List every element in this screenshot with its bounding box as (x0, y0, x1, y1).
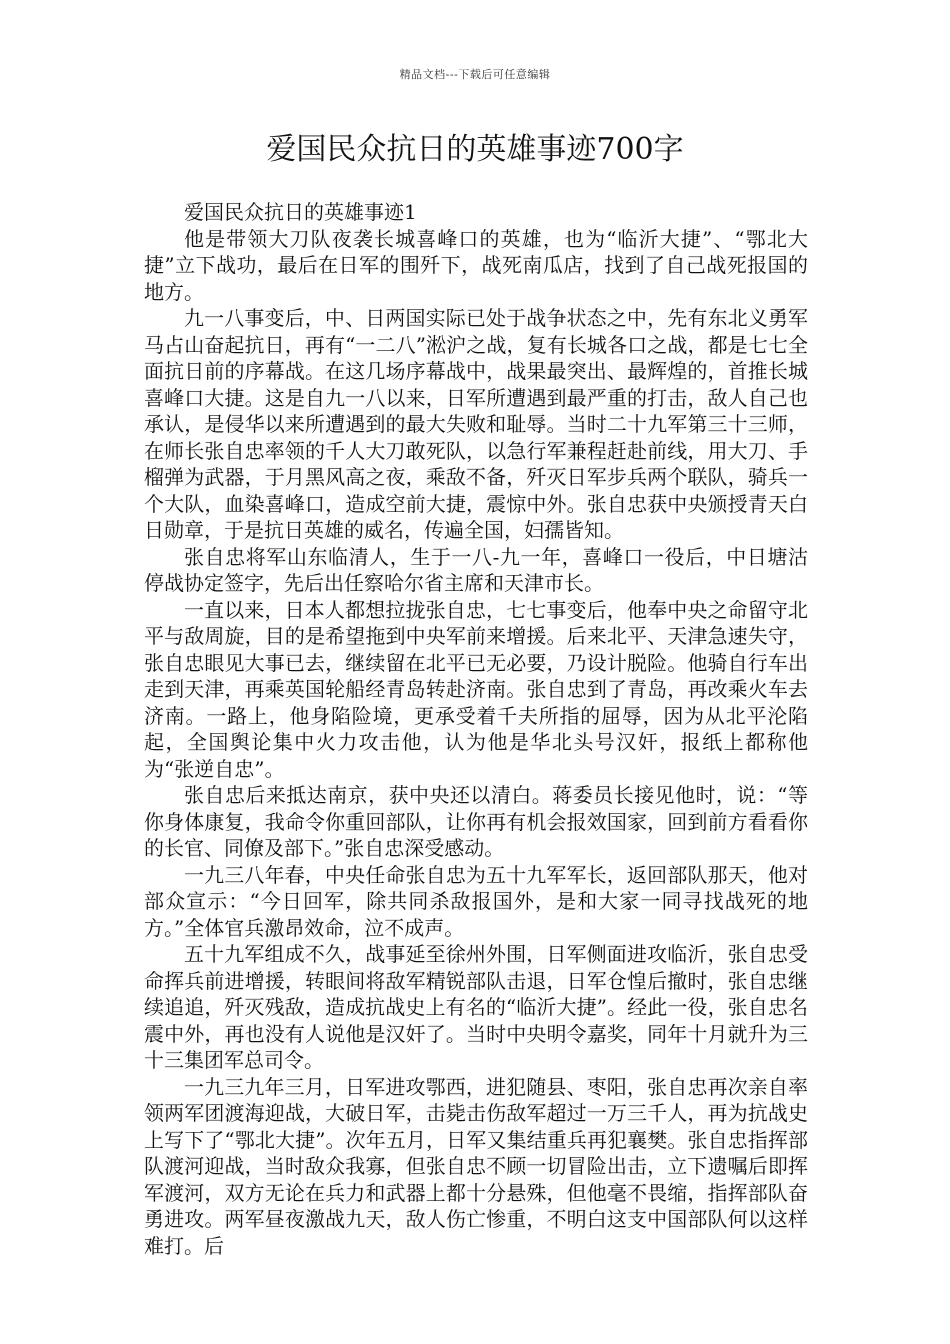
body-paragraph: 一九三八年春，中央任命张自忠为五十九军军长，返回部队那天，他对部众宣示：“今日回军，除共同杀敌报国外，是和大家一同寻找战死的地方。”全体官兵激昂效命，泣不成声。 (144, 862, 808, 940)
body-paragraph: 一九三九年三月，日军进攻鄂西，进犯随县、枣阳，张自忠再次亲自率领两军团渡海迎战，大破日军，击毙击伤敌军超过一万三千人，再为抗战史上写下了“鄂北大捷”。次年五月，日军又集结重兵再犯襄樊。张自忠指挥部队渡河迎战，当时敌众我寡，但张自忠不顾一切冒险出击，立下遗嘱后即挥军渡河，双方无论在兵力和武器上都十分悬殊，但他毫不畏缩，指挥部队奋勇进攻。两军昼夜激战九天，敌人伤亡惨重，不明白这支中国部队何以这样难打。后 (144, 1074, 808, 1258)
section-heading: 爱国民众抗日的英雄事迹1 (184, 200, 417, 224)
body-paragraph: 张自忠后来抵达南京，获中央还以清白。蒋委员长接见他时，说：“等你身体康复，我命令你重回部队，让你再有机会报效国家，回到前方看看你的长官、同僚及部下。”张自忠深受感动。 (144, 783, 808, 860)
body-paragraph: 他是带领大刀队夜袭长城喜峰口的英雄，也为“临沂大捷”、“鄂北大捷”立下战功，最后在日军的围歼下，战死南瓜店，找到了自己战死报国的地方。 (144, 226, 808, 304)
document-title: 爱国民众抗日的英雄事迹700字 (266, 132, 684, 167)
page-header: 精品文档---下载后可任意编辑 (399, 68, 551, 81)
body-paragraph: 九一八事变后，中、日两国实际已处于战争状态之中，先有东北义勇军马占山奋起抗日，再有“一二八”淞沪之战，复有长城各口之战，都是七七全面抗日前的序幕战。在这几场序幕战中，战果最突出、最辉煌的，首推长城喜峰口大捷。这是自九一八以来，日军所遭遇到最严重的打击，敌人自己也承认，是侵华以来所遭遇到的最大失败和耻辱。当时二十九军第三十三师，在师长张自忠率领的千人大刀敢死队，以急行军兼程赶赴前线，用大刀、手榴弹为武器，于月黑风高之夜，乘敌不备，歼灭日军步兵两个联队，骑兵一个大队，血染喜峰口，造成空前大捷，震惊中外。张自忠获中央颁授青天白日勋章，于是抗日英雄的威名，传遍全国，妇孺皆知。 (144, 306, 808, 542)
document-body (144, 199, 808, 1259)
body-paragraph: 五十九军组成不久，战事延至徐州外围，日军侧面进攻临沂，张自忠受命挥兵前进增援，转眼间将敌军精锐部队击退，日军仓惶后撤时，张自忠继续追追，歼灭残敌，造成抗战史上有名的“临沂大捷”。经此一役，张自忠名震中外，再也没有人说他是汉奸了。当时中央明令嘉奖，同年十月就升为三十三集团军总司令。 (144, 942, 808, 1072)
body-paragraph: 张自忠将军山东临清人，生于一八-九一年，喜峰口一役后，中日塘沽停战协定签字，先后出任察哈尔省主席和天津市长。 (144, 544, 808, 595)
body-paragraph: 一直以来，日本人都想拉拢张自忠，七七事变后，他奉中央之命留守北平与敌周旋，目的是希望拖到中央军前来增援。后来北平、天津急速失守，张自忠眼见大事已去，继续留在北平已无必要，乃设计脱险。他骑自行车出走到天津，再乘英国轮船经青岛转赴济南。张自忠到了青岛，再改乘火车去济南。一路上，他身陷险境，更承受着千夫所指的屈辱，因为从北平沦陷起，全国舆论集中火力攻击他，认为他是华北头号汉奸，报纸上都称他为“张逆自忠”。 (144, 597, 808, 781)
